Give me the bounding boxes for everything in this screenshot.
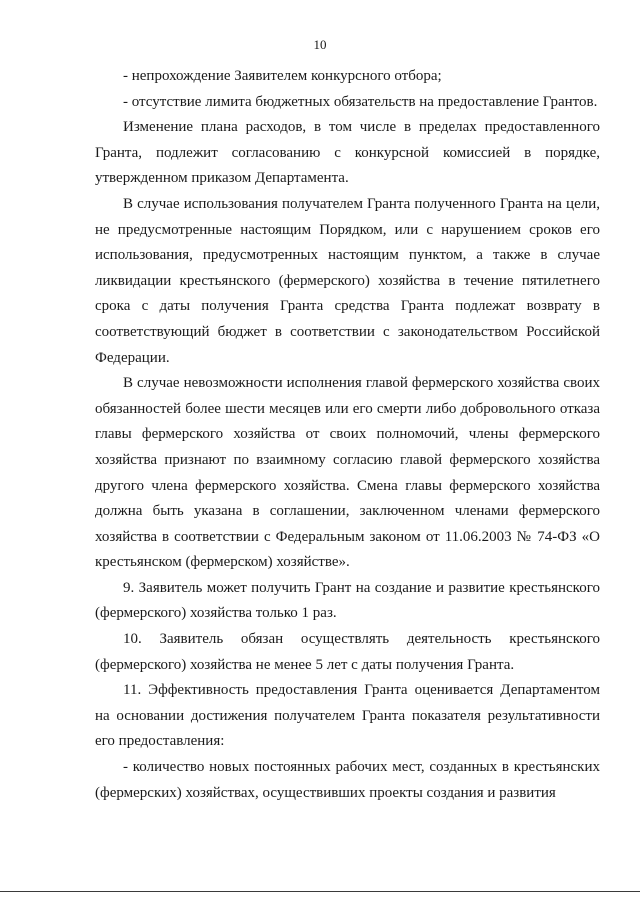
scan-edge-line	[0, 891, 640, 892]
paragraph-6: 9. Заявитель может получить Грант на создание и развитие крестьянского (фермерского) хозяйства только 1 раз.	[95, 579, 600, 622]
document-body	[95, 64, 600, 806]
paragraph-5: В случае невозможности исполнения главой фермерского хозяйства своих обязанностей более шести месяцев или его смерти либо добровольного отказа главы фермерского хозяйства от своих полномочий, члены фермерского хозяйства признают по взаимному согласию главой фермерского хозяйства другого члена фермерского хозяйства. Смена главы фермерского хозяйства должна быть указана в соглашении, заключенном членами фермерского хозяйства в соответствии с Федеральным законом от 11.06.2003 № 74-ФЗ «О крестьянском (фермерском) хозяйстве».	[95, 375, 600, 571]
paragraph-4: В случае использования получателем Гранта полученного Гранта на цели, не предусмотренные настоящим Порядком, или с нарушением сроков его использования, предусмотренных настоящим пунктом, а также в случае ликвидации крестьянского (фермерского) хозяйства в течение пятилетнего срока с даты получения Гранта средства Гранта подлежат возврату в соответствующий бюджет в соответствии с законодательством Российской Федерации.	[95, 195, 600, 366]
paragraph-8: 11. Эффективность предоставления Гранта оценивается Департаментом на основании достижения получателем Гранта показателя результативности его предоставления:	[95, 682, 600, 750]
paragraph-9: - количество новых постоянных рабочих мест, созданных в крестьянских (фермерских) хозяйствах, осуществивших проекты создания и развития	[95, 759, 600, 801]
paragraph-7: 10. Заявитель обязан осуществлять деятельность крестьянского (фермерского) хозяйства не менее 5 лет с даты получения Гранта.	[95, 631, 600, 673]
paragraph-1: - непрохождение Заявителем конкурсного отбора;	[123, 68, 442, 84]
paragraph-3: Изменение плана расходов, в том числе в пределах предоставленного Гранта, подлежит согласованию с конкурсной комиссией в порядке, утвержденном приказом Департамента.	[95, 119, 600, 187]
paragraph-2: - отсутствие лимита бюджетных обязательств на предоставление Грантов.	[123, 93, 598, 110]
page-number: 10	[313, 37, 327, 52]
